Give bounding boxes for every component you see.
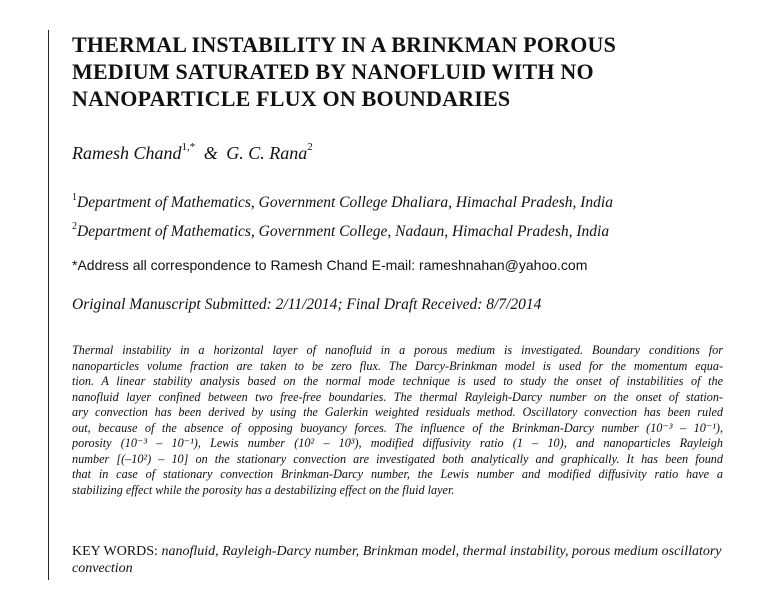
author-1-name: Ramesh Chand xyxy=(72,143,182,163)
abstract-line: nanoparticles volume fraction are taken to be zero flux. The Darcy-Brinkman model is used for the momentum equa- xyxy=(72,358,723,373)
author-1-affiliation-mark: 1,* xyxy=(181,141,196,153)
abstract xyxy=(72,343,723,498)
keywords xyxy=(72,543,732,577)
correspondence-note: *Address all correspondence to Ramesh Chand E-mail: rameshnahan@yahoo.com xyxy=(72,257,588,273)
affiliation-2-text: Department of Mathematics, Government College, Nadaun, Himachal Pradesh, India xyxy=(77,223,610,241)
paper-title xyxy=(72,31,732,112)
left-margin-rule xyxy=(48,30,49,580)
keywords-label: KEY WORDS: xyxy=(72,544,158,559)
affiliation-2 xyxy=(72,222,609,241)
keywords-text: nanofluid, Rayleigh-Darcy number, Brinkman model, thermal instability, porous medium oscillatory convection xyxy=(72,544,722,576)
abstract-line: porosity (10⁻³ – 10⁻¹), Lewis number (10² – 10³), modified diffusivity ratio (1 – 10), and nanoparticles Rayleigh xyxy=(72,436,723,450)
affiliation-2-mark: 2 xyxy=(72,221,77,232)
title-line-3: NANOPARTICLE FLUX ON BOUNDARIES xyxy=(72,86,511,111)
affiliation-1-text: Department of Mathematics, Government College Dhaliara, Himachal Pradesh, India xyxy=(77,194,613,212)
author-2-affiliation-mark: 2 xyxy=(307,141,313,153)
abstract-line: number [(–10²) – 10] on the stationary convection are investigated both analytically and graphically. It has been found xyxy=(72,451,723,466)
author-list xyxy=(72,143,313,164)
abstract-line: tion. A linear stability analysis based on the normal mode technique is used to study the onset of instabilities of the xyxy=(72,374,723,388)
abstract-line: nanofluid layer confined between two free-free boundaries. The thermal Rayleigh-Darcy number on the onset of station- xyxy=(72,389,723,404)
abstract-line: stabilizing effect while the porosity has a destabilizing effect on the fluid layer. xyxy=(72,482,455,497)
title-line-2: MEDIUM SATURATED BY NANOFLUID WITH NO xyxy=(72,59,594,84)
manuscript-dates: Original Manuscript Submitted: 2/11/2014; Final Draft Received: 8/7/2014 xyxy=(72,296,542,313)
affiliation-1 xyxy=(72,193,613,212)
abstract-line: ary convection has been derived by using the Galerkin weighted residuals method. Oscillatory convection has been ruled xyxy=(72,405,723,419)
affiliation-1-mark: 1 xyxy=(72,192,77,203)
abstract-line: Thermal instability in a horizontal layer of nanofluid in a porous medium is investigated. Boundary conditions for xyxy=(72,343,723,357)
abstract-line: out, because of the absence of opposing buoyancy forces. The influence of the Brinkman-Darcy number (10⁻³ – 10⁻¹), xyxy=(72,420,723,435)
author-separator: & xyxy=(203,143,218,163)
title-line-1: THERMAL INSTABILITY IN A BRINKMAN POROUS xyxy=(72,32,617,57)
abstract-line: that in case of stationary convection Brinkman-Darcy number, the Lewis number and modified diffusivity ratio have a xyxy=(72,467,723,481)
author-2-name: G. C. Rana xyxy=(226,143,308,163)
